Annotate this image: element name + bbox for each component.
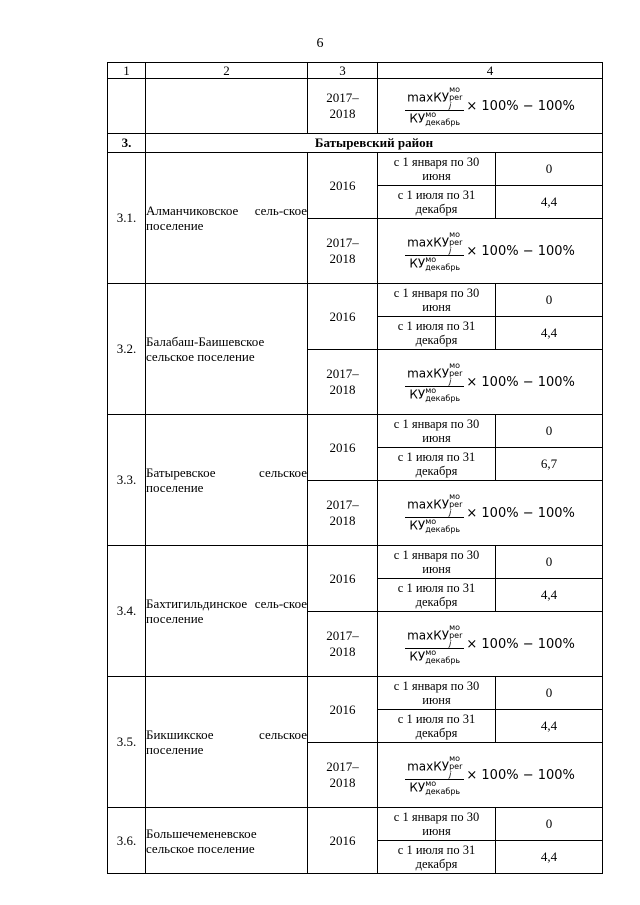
period-cell: с 1 января по 30 июня xyxy=(378,415,496,448)
period-cell: с 1 января по 30 июня xyxy=(378,677,496,710)
row-name: Балабаш-Баишевское сельское поселение xyxy=(146,284,308,415)
row-number: 3.2. xyxy=(108,284,146,415)
formula-denominator: КУ мо декабрь xyxy=(409,516,461,534)
year-cell: 2016 xyxy=(308,677,378,743)
allocation-table xyxy=(107,62,603,874)
table-row xyxy=(108,677,603,710)
formula-fraction xyxy=(405,231,464,272)
section-number: 3. xyxy=(108,134,146,153)
header-col-1: 1 xyxy=(108,63,146,79)
formula-denominator: КУ мо декабрь xyxy=(409,778,461,796)
value-cell: 0 xyxy=(496,808,603,841)
row-number: 3.3. xyxy=(108,415,146,546)
period-cell: с 1 января по 30 июня xyxy=(378,284,496,317)
period-cell: с 1 июля по 31 декабря xyxy=(378,579,496,612)
period-cell: с 1 января по 30 июня xyxy=(378,808,496,841)
row-number: 3.6. xyxy=(108,808,146,874)
value-cell: 4,4 xyxy=(496,579,603,612)
year-cell xyxy=(308,743,378,808)
formula-numerator: maxКУ мо per j xyxy=(407,753,463,779)
year-text: 2017– 2018 xyxy=(326,235,359,266)
formula-denominator: КУ мо декабрь xyxy=(409,385,461,403)
period-cell: с 1 июля по 31 декабря xyxy=(378,448,496,481)
row-name: Бахтигильдинское сель-ское поселение xyxy=(146,546,308,677)
formula-tail: × 100% − 100% xyxy=(466,767,575,783)
row-name: Алманчиковское сель-ское поселение xyxy=(146,153,308,284)
formula-fraction xyxy=(405,86,464,127)
period-cell: с 1 июля по 31 декабря xyxy=(378,710,496,743)
row-name: Бикшикское сельское поселение xyxy=(146,677,308,808)
value-cell: 6,7 xyxy=(496,448,603,481)
year-text: 2017– 2018 xyxy=(326,497,359,528)
year-cell: 2016 xyxy=(308,808,378,874)
formula-denominator: КУ мо декабрь xyxy=(409,254,461,272)
year-text: 2017– 2018 xyxy=(326,366,359,397)
formula-cell xyxy=(378,743,603,808)
year-cell: 2016 xyxy=(308,284,378,350)
formula-denominator: КУ мо декабрь xyxy=(409,647,461,665)
table-row xyxy=(108,415,603,448)
period-cell: с 1 января по 30 июня xyxy=(378,153,496,186)
value-cell: 4,4 xyxy=(496,317,603,350)
table-row xyxy=(108,546,603,579)
year-cell xyxy=(308,481,378,546)
table-row xyxy=(108,153,603,186)
formula-cell xyxy=(378,350,603,415)
year-cell xyxy=(308,350,378,415)
formula-cell xyxy=(378,481,603,546)
value-cell: 0 xyxy=(496,284,603,317)
formula-denominator: КУ мо декабрь xyxy=(409,109,461,127)
year-cell xyxy=(308,612,378,677)
formula-tail: × 100% − 100% xyxy=(466,505,575,521)
formula-fraction xyxy=(405,493,464,534)
section-row xyxy=(108,134,603,153)
continued-num-cell xyxy=(108,79,146,134)
year-text: 2017– 2018 xyxy=(326,759,359,790)
formula-tail: × 100% − 100% xyxy=(466,243,575,259)
page-number: 6 xyxy=(316,36,324,51)
row-number: 3.1. xyxy=(108,153,146,284)
formula-tail: × 100% − 100% xyxy=(466,98,575,114)
formula-numerator: maxКУ мо per j xyxy=(407,622,463,648)
year-cell: 2016 xyxy=(308,546,378,612)
value-cell: 0 xyxy=(496,677,603,710)
header-row xyxy=(108,63,603,79)
row-number: 3.4. xyxy=(108,546,146,677)
formula-numerator: maxКУ мо per j xyxy=(407,229,463,255)
value-cell: 4,4 xyxy=(496,186,603,219)
period-cell: с 1 июля по 31 декабря xyxy=(378,841,496,874)
year-cell xyxy=(308,219,378,284)
row-name: Большечеменевское сельское поселение xyxy=(146,808,308,874)
header-col-4: 4 xyxy=(378,63,603,79)
section-title: Батыревский район xyxy=(146,134,603,153)
period-cell: с 1 июля по 31 декабря xyxy=(378,186,496,219)
value-cell: 0 xyxy=(496,546,603,579)
year-text: 2017– 2018 xyxy=(326,628,359,659)
period-cell: с 1 января по 30 июня xyxy=(378,546,496,579)
formula-cell xyxy=(378,79,603,134)
formula-cell xyxy=(378,612,603,677)
continued-row xyxy=(108,79,603,134)
value-cell: 4,4 xyxy=(496,710,603,743)
row-name: Батыревское сельское поселение xyxy=(146,415,308,546)
formula-fraction xyxy=(405,755,464,796)
value-cell: 4,4 xyxy=(496,841,603,874)
formula-fraction xyxy=(405,362,464,403)
formula-tail: × 100% − 100% xyxy=(466,374,575,390)
year-cell: 2016 xyxy=(308,415,378,481)
table-row xyxy=(108,284,603,317)
formula-cell xyxy=(378,219,603,284)
value-cell: 0 xyxy=(496,153,603,186)
formula-fraction xyxy=(405,624,464,665)
value-cell: 0 xyxy=(496,415,603,448)
year-cell: 2016 xyxy=(308,153,378,219)
formula-numerator: maxКУ мо per j xyxy=(407,491,463,517)
formula-tail: × 100% − 100% xyxy=(466,636,575,652)
formula-numerator: maxКУ мо per j xyxy=(407,84,463,110)
period-cell: с 1 июля по 31 декабря xyxy=(378,317,496,350)
continued-name-cell xyxy=(146,79,308,134)
header-col-3: 3 xyxy=(308,63,378,79)
row-number: 3.5. xyxy=(108,677,146,808)
header-col-2: 2 xyxy=(146,63,308,79)
table-row xyxy=(108,808,603,841)
year-cell: 2017– 2018 xyxy=(308,79,378,134)
formula-numerator: maxКУ мо per j xyxy=(407,360,463,386)
